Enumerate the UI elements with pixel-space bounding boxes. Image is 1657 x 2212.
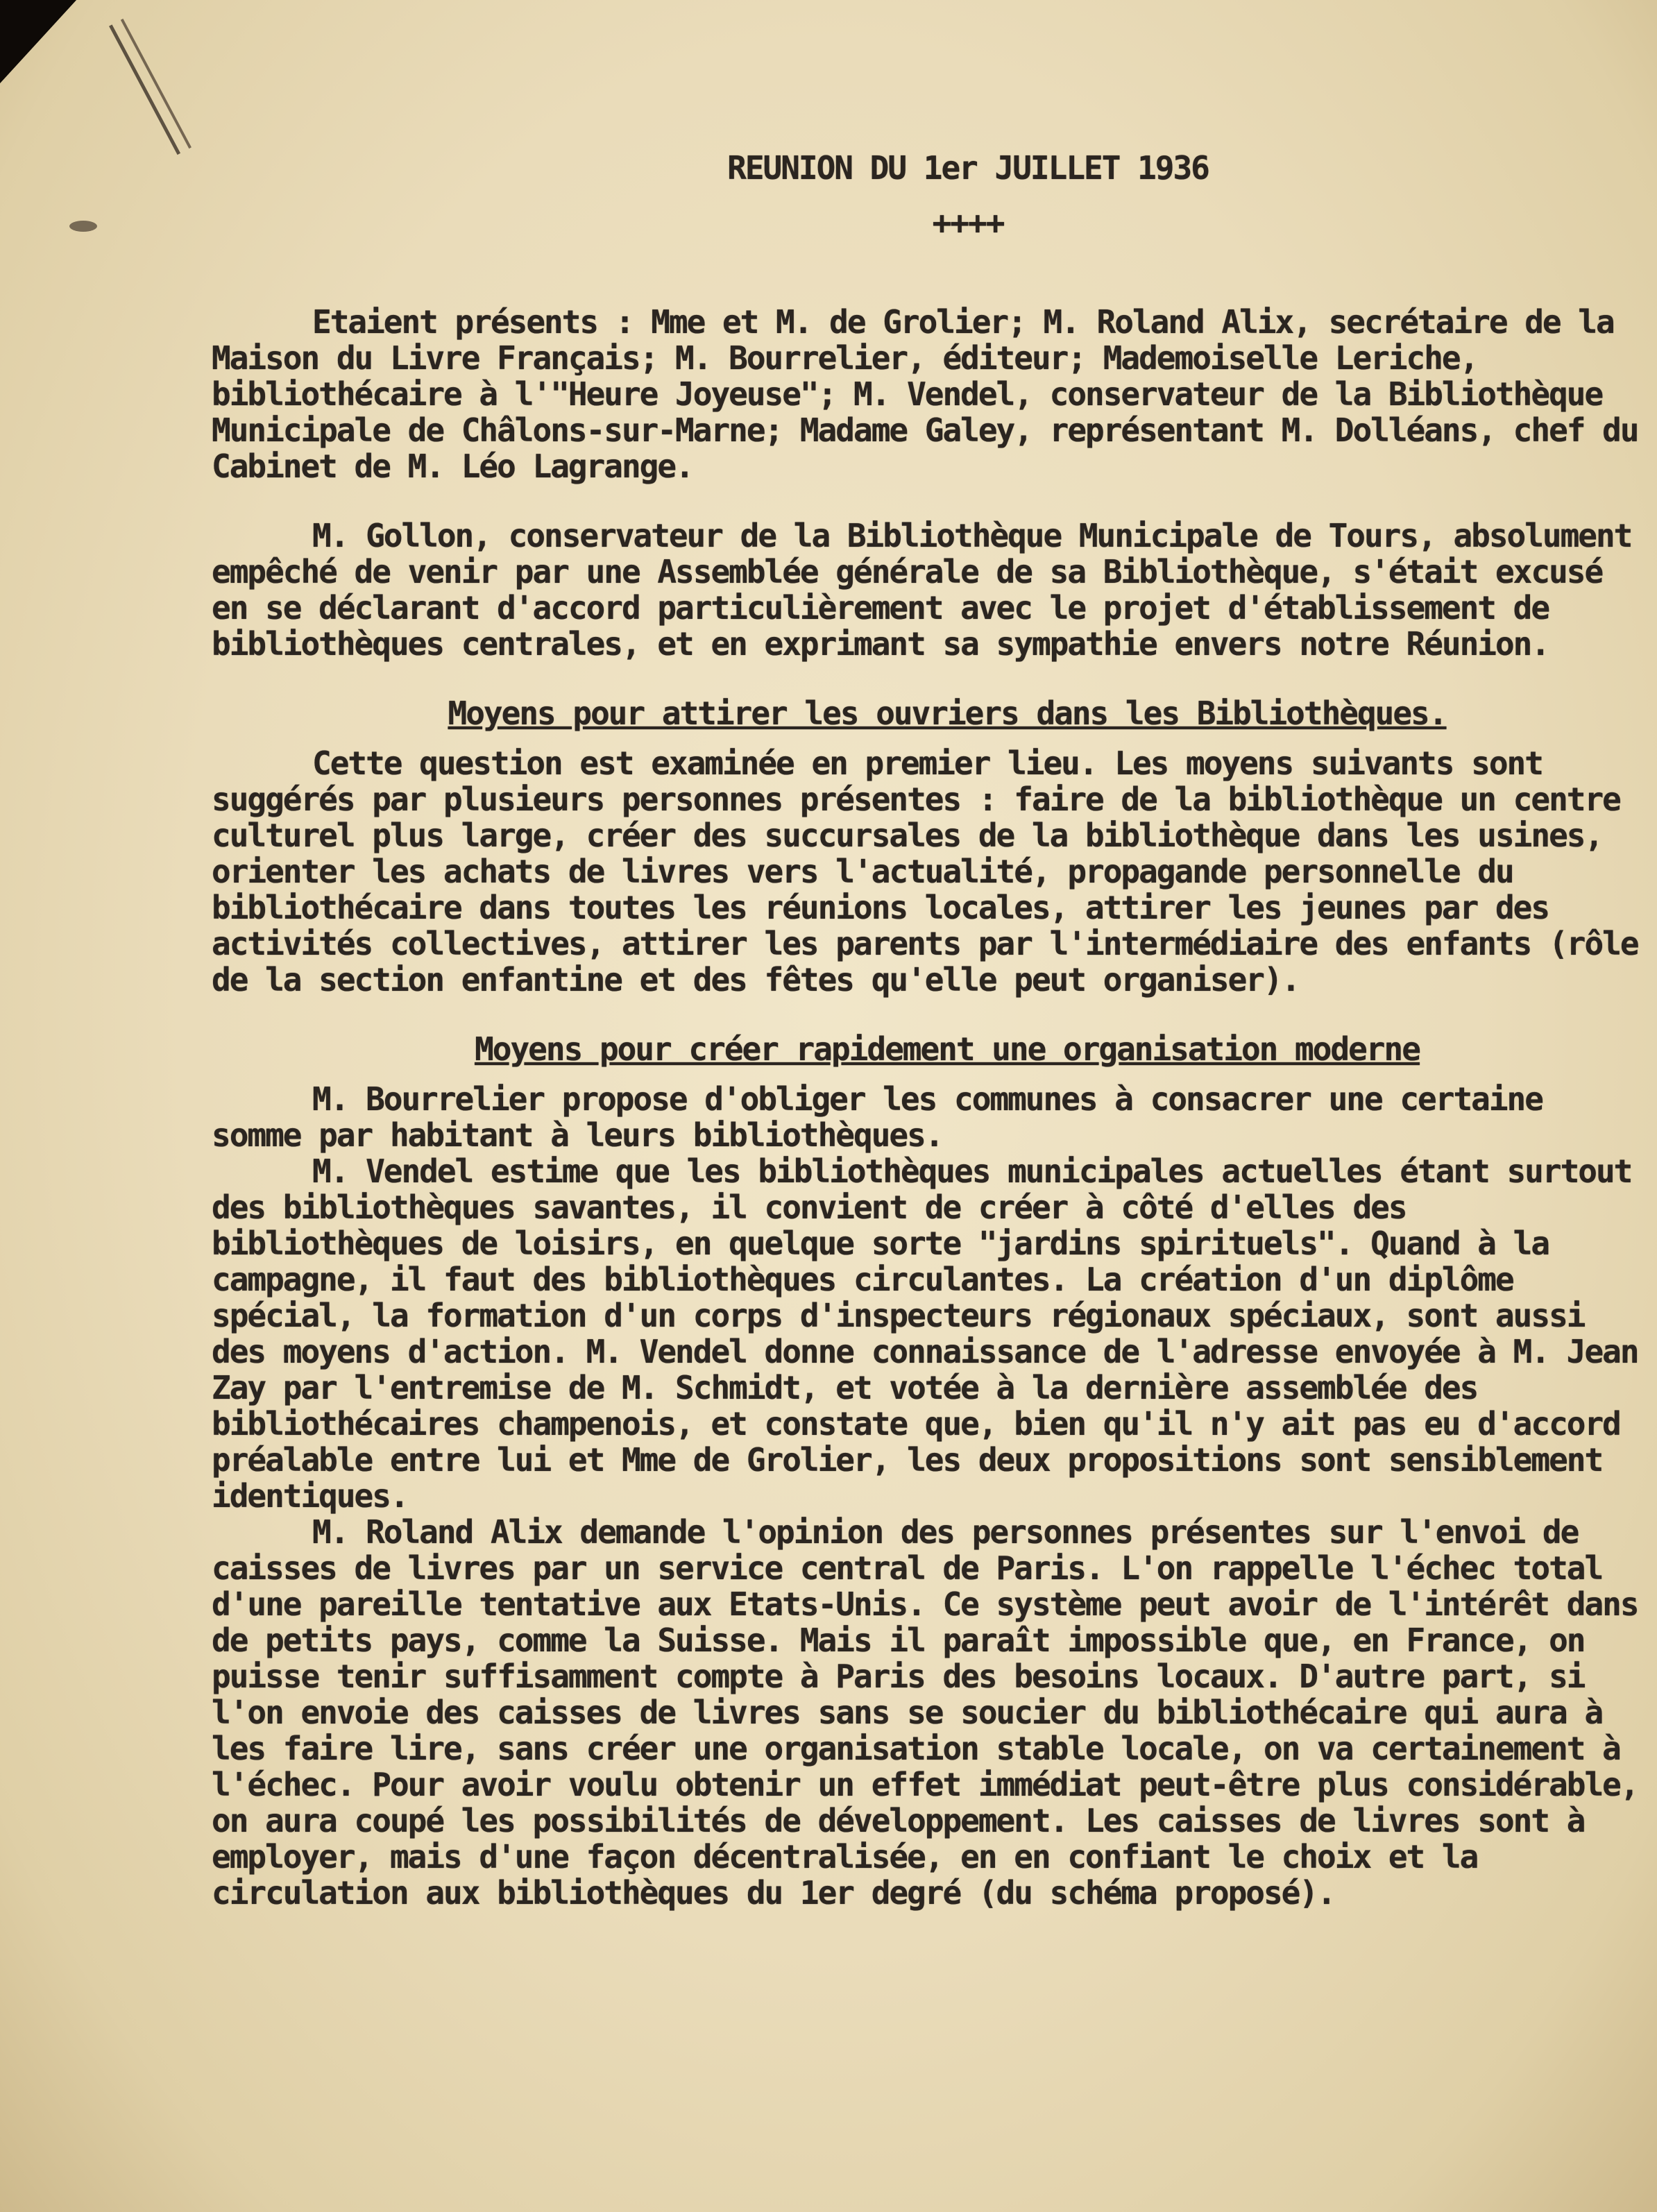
section2-paragraph-bourrelier: M. Bourrelier propose d'obliger les communes à consacrer une certaine somme par habitant à leurs bibliothèques. (212, 1080, 1543, 1154)
title-separator: ++++ (932, 204, 1004, 241)
section-heading-workers: Moyens pour attirer les ouvriers dans les Bibliothèques. (448, 695, 1447, 732)
section1-paragraph: Cette question est examinée en premier lieu. Les moyens suivants sont suggérés par plusieurs personnes présentes : faire de la bibliothèque un centre culturel plus large, créer des succursales de la bibliothèque dans les usines, orienter les achats de livres vers l'actualité, propagande personnelle du bibliothécaire dans toutes les réunions locales, attirer les jeunes par des activités collectives, attirer les parents par l'intermédiaire des enfants (rôle de la section enfantine et des fêtes qu'elle peut organiser). (212, 745, 1638, 998)
section2-paragraph-alix: M. Roland Alix demande l'opinion des personnes présentes sur l'envoi de caisses de livres par un service central de Paris. L'on rappelle l'échec total d'une pareille tentative aux Etats-Unis. Ce système peut avoir de l'intérêt dans de petits pays, comme la Suisse. Mais il paraît impossible que, en France, on puisse tenir suffisamment compte à Paris des besoins locaux. D'autre part, si l'on envoie des caisses de livres sans se soucier du bibliothécaire qui aura à les faire lire, sans créer une organisation stable locale, on va certainement à l'échec. Pour avoir voulu obtenir un effet immédiat peut-être plus considérable, on aura coupé les possibilités de développement. Les caisses de livres sont à employer, mais d'une façon décentralisée, en en confiant le choix et la circulation aux bibliothèques du 1er degré (du schéma proposé). (212, 1513, 1638, 1912)
excuse-paragraph: M. Gollon, conservateur de la Bibliothèque Municipale de Tours, absolument empêché de venir par une Assemblée générale de sa Bibliothèque, s'était excusé en se déclarant d'accord particulièrement avec le projet d'établissement de bibliothèques centrales, et en exprimant sa sympathie envers notre Réunion. (212, 517, 1632, 663)
typed-document (212, 149, 1641, 1911)
section-heading-organisation: Moyens pour créer rapidement une organisation moderne (475, 1030, 1420, 1068)
document-title: REUNION DU 1er JUILLET 1936 (727, 149, 1209, 187)
ink-blot (69, 221, 97, 232)
attendees-paragraph: Etaient présents : Mme et M. de Grolier; M. Roland Alix, secrétaire de la Maison du Livre Français; M. Bourrelier, éditeur; Mademoiselle Leriche, bibliothécaire à l'"Heure Joyeuse"; M. Vendel, conservateur de la Bibliothèque Municipale de Châlons-sur-Marne; Madame Galey, représentant M. Dolléans, chef du Cabinet de M. Léo Lagrange. (212, 303, 1638, 485)
torn-corner (0, 0, 76, 83)
section2-paragraph-vendel: M. Vendel estime que les bibliothèques municipales actuelles étant surtout des bibliothèques savantes, il convient de créer à côté d'elles des bibliothèques de loisirs, en quelque sorte "jardins spirituels". Quand à la campagne, il faut des bibliothèques circulantes. La création d'un diplôme spécial, la formation d'un corps d'inspecteurs régionaux spéciaux, sont aussi des moyens d'action. M. Vendel donne connaissance de l'adresse envoyée à M. Jean Zay par l'entremise de M. Schmidt, et votée à la dernière assemblée des bibliothécaires champenois, et constate que, bien qu'il n'y ait pas eu d'accord préalable entre lui et Mme de Grolier, les deux propositions sont sensiblement identiques. (212, 1152, 1638, 1515)
